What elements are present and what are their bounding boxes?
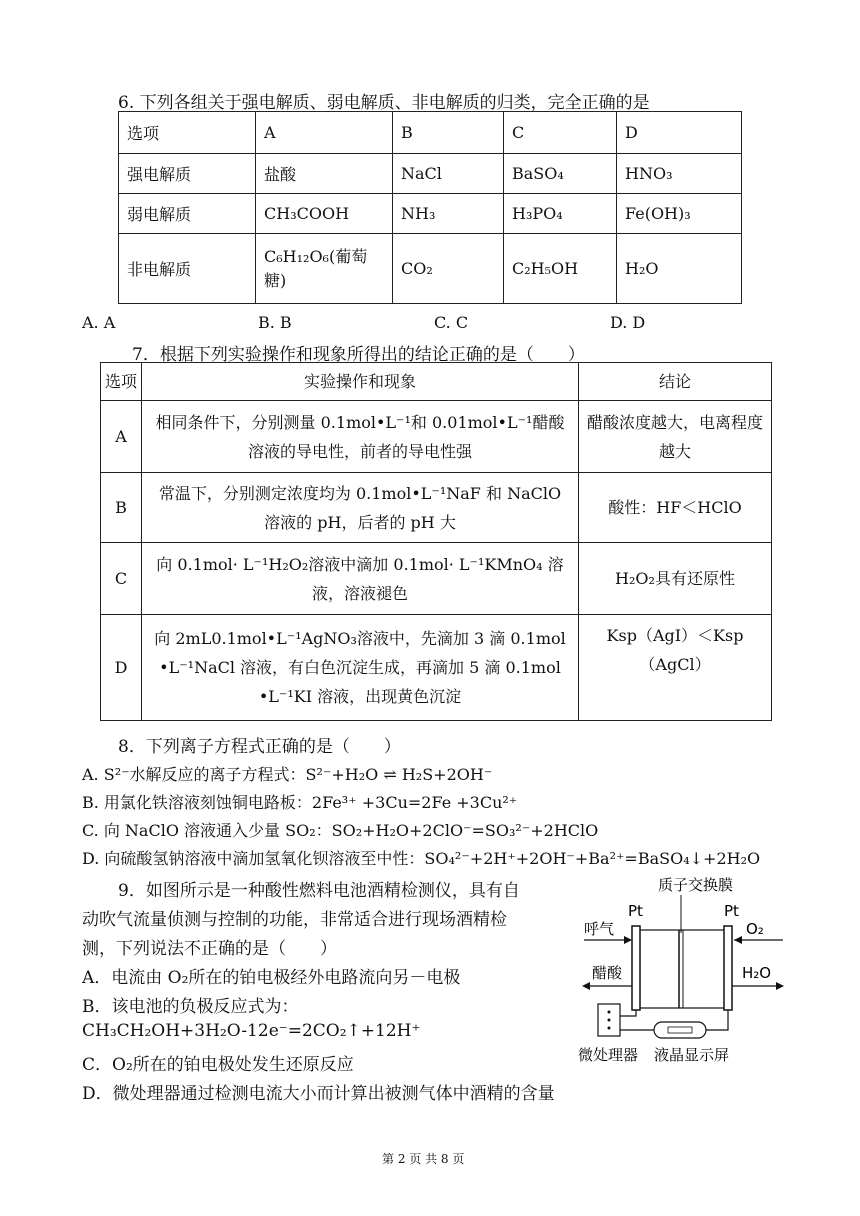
membrane-label: 质子交换膜	[658, 876, 734, 894]
q8-option-b[interactable]: B. 用氯化铁溶液刻蚀铜电路板：2Fe³⁺ +3Cu=2Fe +3Cu²⁺	[82, 793, 518, 812]
q7-table	[100, 362, 772, 721]
q6-cell: Fe(OH)₃	[617, 194, 742, 234]
q6-option-c[interactable]: C. C	[434, 313, 469, 332]
q6-cell: CH₃COOH	[256, 194, 393, 234]
q7-cell: D	[101, 615, 142, 721]
q6-cell: 盐酸	[256, 154, 393, 194]
q6-option-d[interactable]: D. D	[610, 313, 646, 332]
q9-stem-line: 9．如图所示是一种酸性燃料电池酒精检测仪，具有自	[118, 881, 520, 901]
arrow-right-icon	[624, 936, 632, 944]
q6-cell: CO₂	[393, 234, 504, 304]
pt-electrode-right	[724, 926, 732, 1010]
fuel-cell-diagram	[578, 870, 793, 1070]
q7-cell: 向 0.1mol· L⁻¹H₂O₂溶液中滴加 0.1mol· L⁻¹KMnO₄ 溶液，溶液褪色	[142, 543, 579, 615]
q7-cell: 酸性：HF＜HClO	[579, 473, 772, 543]
water-out-label: H₂O	[742, 964, 772, 982]
q9-equation: CH₃CH₂OH+3H₂O-12e⁻=2CO₂↑+12H⁺	[82, 1021, 421, 1041]
q7-cell: 相同条件下，分别测量 0.1mol•L⁻¹和 0.01mol•L⁻¹醋酸溶液的导电性，前者的导电性强	[142, 401, 579, 473]
q9-stem-line: 测，下列说法不正确的是（ ）	[82, 939, 337, 959]
q7-cell: A	[101, 401, 142, 473]
pt-right-label: Pt	[724, 902, 739, 920]
q6-header-cell: B	[393, 112, 504, 154]
q6-cell: 强电解质	[119, 154, 256, 194]
q7-header-cell: 结论	[579, 363, 772, 401]
q8-stem: 8．下列离子方程式正确的是（ ）	[118, 737, 401, 757]
q7-stem: 7．根据下列实验操作和现象所得出的结论正确的是（ ）	[132, 345, 585, 365]
q9-option-a[interactable]: A．电流由 O₂所在的铂电极经外电路流向另－电极	[82, 968, 461, 988]
display-label: 液晶显示屏	[654, 1046, 730, 1064]
lcd-display	[654, 1022, 706, 1038]
q6-header-cell: D	[617, 112, 742, 154]
q7-header-cell: 选项	[101, 363, 142, 401]
q6-cell: 非电解质	[119, 234, 256, 304]
q6-option-b[interactable]: B. B	[258, 313, 292, 332]
q9-option-d[interactable]: D．微处理器通过检测电流大小而计算出被测气体中酒精的含量	[82, 1084, 555, 1104]
q6-table	[118, 111, 742, 304]
q6-cell: 弱电解质	[119, 194, 256, 234]
q6-cell: H₃PO₄	[504, 194, 617, 234]
q6-option-a[interactable]: A. A	[82, 313, 116, 332]
q6-stem: 6. 下列各组关于强电解质、弱电解质、非电解质的归类，完全正确的是	[118, 93, 650, 113]
acetic-out-label: 醋酸	[592, 964, 623, 982]
q6-cell: BaSO₄	[504, 154, 617, 194]
q7-cell: C	[101, 543, 142, 615]
q9-option-b[interactable]: B．该电池的负极反应式为：	[82, 997, 299, 1017]
q6-cell: NH₃	[393, 194, 504, 234]
q7-cell: H₂O₂具有还原性	[579, 543, 772, 615]
o2-in-label: O₂	[746, 920, 764, 938]
q7-cell: 向 2mL0.1mol•L⁻¹AgNO₃溶液中，先滴加 3 滴 0.1mol •L⁻¹NaCl 溶液，有白色沉淀生成，再滴加 5 滴 0.1mol •L⁻¹KI 溶液，出现黄色沉淀	[142, 615, 579, 721]
q6-cell: H₂O	[617, 234, 742, 304]
q8-option-a[interactable]: A. S²⁻水解反应的离子方程式：S²⁻+H₂O ⇌ H₂S+2OH⁻	[82, 765, 493, 784]
arrow-left-icon	[734, 936, 742, 944]
pt-electrode-left	[632, 926, 640, 1010]
arrow-left-icon	[582, 982, 590, 990]
microprocessor-label: 微处理器	[578, 1046, 639, 1064]
breath-in-label: 呼气	[584, 920, 615, 938]
q6-header-cell: 选项	[119, 112, 256, 154]
page-footer: 第 2 页 共 8 页	[382, 1152, 465, 1166]
q6-cell: C₆H₁₂O₆(葡萄糖)	[256, 234, 393, 304]
q6-header-cell: A	[256, 112, 393, 154]
q7-header-cell: 实验操作和现象	[142, 363, 579, 401]
q8-option-c[interactable]: C. 向 NaClO 溶液通入少量 SO₂：SO₂+H₂O+2ClO⁻=SO₃²⁻+2HClO	[82, 821, 599, 840]
pt-left-label: Pt	[628, 902, 643, 920]
q7-cell: Ksp（AgI）＜Ksp（AgCl）	[579, 615, 772, 721]
cell-body	[636, 930, 728, 1008]
q7-cell: 醋酸浓度越大，电离程度越大	[579, 401, 772, 473]
q9-stem-line: 动吹气流量侦测与控制的功能，非常适合进行现场酒精检	[82, 910, 507, 930]
q8-option-d[interactable]: D. 向硫酸氢钠溶液中滴加氢氧化钡溶液至中性：SO₄²⁻+2H⁺+2OH⁻+Ba²⁺=BaSO₄↓+2H₂O	[82, 849, 761, 868]
q9-option-c[interactable]: C．O₂所在的铂电极处发生还原反应	[82, 1055, 354, 1075]
q6-cell: C₂H₅OH	[504, 234, 617, 304]
q6-cell: NaCl	[393, 154, 504, 194]
arrow-right-icon	[776, 982, 784, 990]
q7-cell: B	[101, 473, 142, 543]
q6-header-cell: C	[504, 112, 617, 154]
q6-cell: HNO₃	[617, 154, 742, 194]
q7-cell: 常温下，分别测定浓度均为 0.1mol•L⁻¹NaF 和 NaClO 溶液的 pH，后者的 pH 大	[142, 473, 579, 543]
